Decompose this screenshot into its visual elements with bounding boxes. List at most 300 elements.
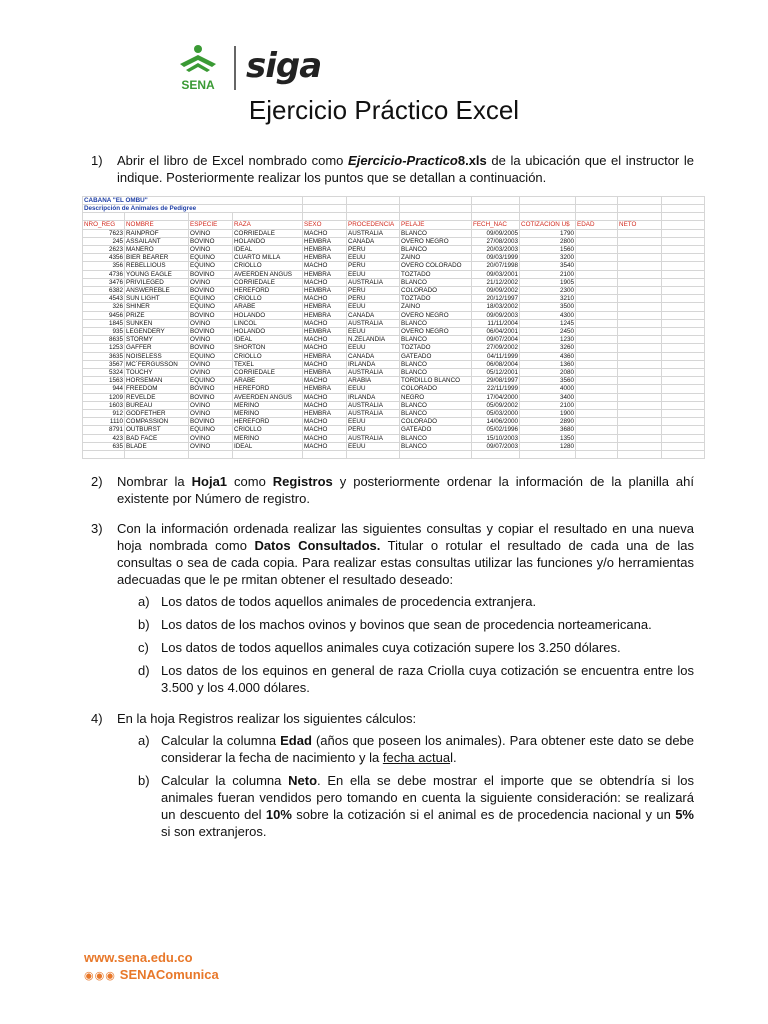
sheet-cell: 1905: [520, 278, 576, 286]
sheet-cell: [303, 205, 347, 213]
sheet-cell: MACHO: [303, 377, 347, 385]
sheet-cell: [618, 319, 662, 327]
sheet-cell: 1280: [520, 442, 576, 450]
sheet-cell: [576, 229, 618, 237]
sheet-cell: [576, 303, 618, 311]
item-3-text: Con la información ordenada realizar las siguientes consultas y copiar el resultado en una nueva hoja nombrada como Datos Consultados. Titular o rotular el resultado de cada una de las consultas o sea de cada copia. Para realizar estas consultas utilizar las funciones y/o herramientas adecuadas que le pe rmitan obtener el resultado deseado:: [117, 521, 694, 587]
sheet-cell: MACHO: [303, 442, 347, 450]
sheet-cell: 15/10/2003: [472, 434, 520, 442]
sheet-cell: [662, 262, 705, 270]
sheet-cell: MACHO: [303, 418, 347, 426]
sheet-cell: [576, 393, 618, 401]
sheet-row: [83, 197, 705, 205]
sheet-cell: CORRIEDALE: [233, 278, 303, 286]
sheet-cell: MACHO: [303, 434, 347, 442]
sheet-cell: NRO_REG: [83, 221, 125, 229]
sheet-cell: TOZTADO: [400, 270, 472, 278]
sheet-row: [83, 418, 705, 426]
item-4b-letter: b): [138, 773, 150, 788]
sheet-cell: 20/03/2003: [472, 246, 520, 254]
sheet-cell: PERU: [347, 246, 400, 254]
sheet-cell: [576, 197, 618, 205]
sheet-cell: 09/09/2003: [472, 311, 520, 319]
sheet-cell: NEGRO: [400, 393, 472, 401]
sheet-cell: OVINO: [189, 442, 233, 450]
sheet-cell: 05/09/2002: [472, 401, 520, 409]
sheet-row: [83, 377, 705, 385]
sheet-cell: MACHO: [303, 401, 347, 409]
sheet-cell: 14/06/2000: [472, 418, 520, 426]
footer-social[interactable]: [84, 967, 219, 982]
sheet-cell: [662, 344, 705, 352]
sheet-cell: [576, 369, 618, 377]
sheet-cell: [576, 344, 618, 352]
sheet-cell: 1603: [83, 401, 125, 409]
sheet-cell: 9456: [83, 311, 125, 319]
sheet-cell: AUSTRALIA: [347, 229, 400, 237]
sheet-cell: BLANCO: [400, 229, 472, 237]
sheet-cell: [618, 401, 662, 409]
sheet-cell: TORDILLO BLANCO: [400, 377, 472, 385]
sheet-cell: HEMBRA: [303, 270, 347, 278]
sheet-cell: BOVINO: [189, 418, 233, 426]
sheet-cell: OVINO: [189, 360, 233, 368]
sheet-cell: EEUU: [347, 328, 400, 336]
sheet-cell: 09/03/2001: [472, 270, 520, 278]
sheet-cell: ARABIA: [347, 377, 400, 385]
sheet-cell: 4360: [520, 352, 576, 360]
sheet-cell: HOLANDO: [233, 328, 303, 336]
sheet-cell: EEUU: [347, 303, 400, 311]
sheet-row: [83, 434, 705, 442]
sheet-row: [83, 344, 705, 352]
sheet-cell: [662, 254, 705, 262]
sheet-cell: [576, 442, 618, 450]
sheet-cell: AUSTRALIA: [347, 410, 400, 418]
sheet-cell: [189, 213, 233, 221]
item-1-number: 1): [91, 153, 103, 168]
sheet-cell: 18/03/2002: [472, 303, 520, 311]
sheet-cell: [576, 254, 618, 262]
sheet-cell: PRIZE: [125, 311, 189, 319]
sheet-cell: 8791: [83, 426, 125, 434]
sheet-cell: PERU: [347, 287, 400, 295]
sheet-cell: 17/04/2000: [472, 393, 520, 401]
sheet-cell: 912: [83, 410, 125, 418]
sheet-cell: HOLANDO: [233, 237, 303, 245]
sheet-cell: TOUCHY: [125, 369, 189, 377]
sheet-cell: IRLANDA: [347, 360, 400, 368]
sheet-cell: [662, 377, 705, 385]
sheet-cell: AUSTRALIA: [347, 434, 400, 442]
sheet-cell: [662, 352, 705, 360]
sheet-cell: 4736: [83, 270, 125, 278]
sheet-row: [83, 393, 705, 401]
footer-url[interactable]: www.sena.edu.co: [84, 950, 193, 965]
sheet-cell: MERINO: [233, 434, 303, 442]
sheet-cell: 4356: [83, 254, 125, 262]
sena-logo: [172, 44, 224, 92]
sheet-cell: 05/03/2000: [472, 410, 520, 418]
sheet-cell: [347, 205, 400, 213]
sheet-cell: LEGENDERY: [125, 328, 189, 336]
sheet-cell: [618, 237, 662, 245]
sheet-cell: [618, 434, 662, 442]
sheet-cell: HEMBRA: [303, 287, 347, 295]
sheet-row: [83, 451, 705, 459]
sheet-row: [83, 352, 705, 360]
sheet-cell: [662, 229, 705, 237]
sheet-cell: [662, 385, 705, 393]
sheet-cell: 05/12/2001: [472, 369, 520, 377]
sheet-cell: NOMBRE: [125, 221, 189, 229]
sheet-cell: BLANCO: [400, 246, 472, 254]
sheet-cell: 635: [83, 442, 125, 450]
sheet-cell: 3400: [520, 393, 576, 401]
sheet-cell: OVINO: [189, 336, 233, 344]
sheet-cell: [662, 434, 705, 442]
sheet-cell: [83, 451, 125, 459]
sheet-cell: [347, 197, 400, 205]
sheet-cell: [662, 213, 705, 221]
sheet-cell: [662, 336, 705, 344]
sheet-cell: [125, 451, 189, 459]
sheet-cell: 1360: [520, 360, 576, 368]
sheet-row: [83, 303, 705, 311]
sheet-cell: 3476: [83, 278, 125, 286]
sheet-cell: 2100: [520, 401, 576, 409]
sheet-cell: 3210: [520, 295, 576, 303]
sheet-row: [83, 426, 705, 434]
sheet-cell: EQUINO: [189, 303, 233, 311]
sheet-cell: 1253: [83, 344, 125, 352]
sheet-row: [83, 360, 705, 368]
sheet-cell: [618, 369, 662, 377]
sheet-cell: 7623: [83, 229, 125, 237]
sheet-cell: IRLANDA: [347, 393, 400, 401]
item-1-text: Abrir el libro de Excel nombrado como Ejercicio-Practico8.xls de la ubicación que el instructor le indique. Posteriormente realizar los puntos que se detallan a continuación.: [117, 153, 694, 185]
sheet-cell: LINCOL: [233, 319, 303, 327]
sheet-cell: MACHO: [303, 426, 347, 434]
sheet-cell: CUARTO MILLA: [233, 254, 303, 262]
sheet-cell: SHORTON: [233, 344, 303, 352]
sheet-cell: EDAD: [576, 221, 618, 229]
sheet-cell: [576, 401, 618, 409]
sheet-cell: [576, 205, 618, 213]
sheet-cell: 1845: [83, 319, 125, 327]
sheet-cell: 245: [83, 237, 125, 245]
sheet-cell: 3567: [83, 360, 125, 368]
sheet-cell: 21/12/2002: [472, 278, 520, 286]
sheet-cell: OVINO: [189, 369, 233, 377]
sheet-cell: [618, 229, 662, 237]
sheet-row: [83, 311, 705, 319]
sheet-cell: [662, 451, 705, 459]
sheet-cell: 27/08/2003: [472, 237, 520, 245]
sheet-cell: SUNKEN: [125, 319, 189, 327]
sheet-cell: 22/11/1999: [472, 385, 520, 393]
sheet-cell: [576, 287, 618, 295]
sheet-cell: 27/09/2002: [472, 344, 520, 352]
item-2-number: 2): [91, 474, 103, 489]
sheet-cell: IDEAL: [233, 246, 303, 254]
sheet-cell: [662, 328, 705, 336]
sheet-cell: BLANCO: [400, 410, 472, 418]
sheet-cell: [618, 385, 662, 393]
sheet-cell: STORMY: [125, 336, 189, 344]
sheet-row: [83, 237, 705, 245]
item-4-intro: En la hoja Registros realizar los siguientes cálculos:: [117, 711, 417, 726]
sheet-cell: HEMBRA: [303, 410, 347, 418]
sheet-cell: BOVINO: [189, 385, 233, 393]
sheet-cell: CRIOLLO: [233, 262, 303, 270]
item-2-text: Nombrar la Hoja1 como Registros y posteriormente ordenar la información de la planilla ahí existente por Número de registro.: [117, 474, 694, 506]
sheet-cell: SUN LIGHT: [125, 295, 189, 303]
sheet-cell: REVELDE: [125, 393, 189, 401]
sheet-cell: EQUINO: [189, 254, 233, 262]
sheet-cell: [662, 426, 705, 434]
sheet-cell: [576, 328, 618, 336]
sheet-row: [83, 328, 705, 336]
sheet-cell: OUTBURST: [125, 426, 189, 434]
sheet-cell: [576, 377, 618, 385]
sheet-cell: [662, 246, 705, 254]
sheet-cell: 5324: [83, 369, 125, 377]
sheet-cell: [618, 344, 662, 352]
sheet-cell: CANADA: [347, 237, 400, 245]
sheet-cell: [662, 319, 705, 327]
sheet-cell: [662, 270, 705, 278]
sheet-cell: AUSTRALIA: [347, 319, 400, 327]
item-4a-text: Calcular la columna Edad (años que poseen los animales). Para obtener este dato se debe considerar la fecha de nacimiento y la fecha actual.: [161, 733, 695, 765]
sheet-cell: 4300: [520, 311, 576, 319]
sheet-cell: Descripción de Animales de Pedigree: [83, 205, 303, 213]
sheet-cell: BLANCO: [400, 336, 472, 344]
sheet-cell: [618, 360, 662, 368]
sheet-cell: [618, 410, 662, 418]
sheet-cell: [189, 451, 233, 459]
sheet-cell: 1560: [520, 246, 576, 254]
sheet-cell: [233, 213, 303, 221]
sheet-cell: HEMBRA: [303, 254, 347, 262]
sheet-cell: [472, 213, 520, 221]
sheet-cell: 05/02/1996: [472, 426, 520, 434]
sheet-cell: HEMBRA: [303, 303, 347, 311]
page-title: Ejercicio Práctico Excel: [248, 95, 520, 125]
sheet-cell: BLANCO: [400, 401, 472, 409]
social-media-icons: ◉◉◉: [84, 970, 116, 982]
sheet-cell: [662, 393, 705, 401]
sheet-cell: 1350: [520, 434, 576, 442]
sheet-cell: TOZTADO: [400, 344, 472, 352]
sheet-cell: [347, 451, 400, 459]
sheet-cell: 3560: [520, 377, 576, 385]
item-3b-letter: b): [138, 617, 150, 632]
siga-logo: siga: [246, 46, 322, 86]
sheet-cell: CORRIEDALE: [233, 369, 303, 377]
sheet-cell: 3540: [520, 262, 576, 270]
sheet-cell: [618, 451, 662, 459]
spreadsheet-table: [82, 196, 705, 459]
sheet-row: [83, 229, 705, 237]
sheet-cell: EQUINO: [189, 295, 233, 303]
sheet-cell: MACHO: [303, 336, 347, 344]
sheet-cell: EEUU: [347, 254, 400, 262]
sheet-cell: [618, 377, 662, 385]
sheet-cell: COTIZACION U$: [520, 221, 576, 229]
sheet-cell: EEUU: [347, 418, 400, 426]
sheet-cell: CORRIEDALE: [233, 229, 303, 237]
sheet-cell: AVEERDEN ANGUS: [233, 270, 303, 278]
sheet-cell: [576, 262, 618, 270]
sheet-cell: 1230: [520, 336, 576, 344]
sheet-cell: [662, 237, 705, 245]
sheet-cell: [662, 278, 705, 286]
sheet-cell: 944: [83, 385, 125, 393]
item-3-number: 3): [91, 521, 103, 536]
sheet-cell: 4000: [520, 385, 576, 393]
sheet-cell: HEREFORD: [233, 287, 303, 295]
sheet-cell: EQUINO: [189, 352, 233, 360]
sheet-cell: [576, 360, 618, 368]
sheet-cell: 1563: [83, 377, 125, 385]
sheet-row: [83, 246, 705, 254]
sheet-cell: [472, 205, 520, 213]
sheet-cell: [400, 205, 472, 213]
sheet-cell: [618, 303, 662, 311]
sheet-cell: HEMBRA: [303, 385, 347, 393]
sheet-cell: OVERO NEGRO: [400, 237, 472, 245]
sheet-cell: BOVINO: [189, 328, 233, 336]
sheet-cell: [662, 287, 705, 295]
sheet-cell: [662, 369, 705, 377]
sheet-cell: 2080: [520, 369, 576, 377]
sheet-cell: HEMBRA: [303, 352, 347, 360]
sheet-cell: CRIOLLO: [233, 295, 303, 303]
sheet-cell: 1900: [520, 410, 576, 418]
sheet-cell: SEXO: [303, 221, 347, 229]
sheet-cell: BLANCO: [400, 442, 472, 450]
sheet-cell: BLADE: [125, 442, 189, 450]
sheet-cell: GATEADO: [400, 352, 472, 360]
sheet-cell: [618, 393, 662, 401]
sheet-row: [83, 278, 705, 286]
sheet-cell: 935: [83, 328, 125, 336]
sheet-cell: HORSEMAN: [125, 377, 189, 385]
sheet-row: [83, 270, 705, 278]
sheet-cell: MACHO: [303, 295, 347, 303]
sheet-cell: EEUU: [347, 385, 400, 393]
sheet-cell: [83, 213, 125, 221]
sheet-cell: [662, 401, 705, 409]
sheet-cell: OVINO: [189, 278, 233, 286]
sheet-cell: 3635: [83, 352, 125, 360]
sheet-cell: [520, 451, 576, 459]
sheet-cell: COMPASSION: [125, 418, 189, 426]
sheet-cell: 423: [83, 434, 125, 442]
sheet-cell: FECH_NAC: [472, 221, 520, 229]
sheet-cell: BLANCO: [400, 278, 472, 286]
sheet-cell: OVERO NEGRO: [400, 328, 472, 336]
sheet-cell: [576, 434, 618, 442]
item-3d-letter: d): [138, 663, 150, 678]
sheet-cell: PELAJE: [400, 221, 472, 229]
sheet-cell: MANERO: [125, 246, 189, 254]
sheet-cell: HEMBRA: [303, 328, 347, 336]
sheet-row: [83, 442, 705, 450]
sheet-cell: EQUINO: [189, 262, 233, 270]
sheet-cell: [618, 287, 662, 295]
sheet-cell: [400, 213, 472, 221]
sheet-cell: [576, 270, 618, 278]
sheet-row: [83, 254, 705, 262]
sheet-cell: OVINO: [189, 229, 233, 237]
sheet-row: [83, 262, 705, 270]
sheet-cell: ESPECIE: [189, 221, 233, 229]
sheet-cell: [662, 360, 705, 368]
sheet-cell: ANSWEREBLE: [125, 287, 189, 295]
sheet-cell: HEREFORD: [233, 385, 303, 393]
sheet-cell: OVINO: [189, 434, 233, 442]
sheet-cell: NETO: [618, 221, 662, 229]
sheet-cell: MERINO: [233, 401, 303, 409]
spreadsheet-image: [82, 196, 704, 468]
sheet-cell: COLORADO: [400, 287, 472, 295]
sheet-cell: OVERO NEGRO: [400, 311, 472, 319]
sheet-cell: [576, 278, 618, 286]
sheet-cell: 04/11/1999: [472, 352, 520, 360]
sheet-cell: [576, 426, 618, 434]
sheet-cell: OVINO: [189, 401, 233, 409]
sheet-cell: IDEAL: [233, 442, 303, 450]
sheet-cell: 1790: [520, 229, 576, 237]
sheet-row: [83, 410, 705, 418]
sheet-cell: BOVINO: [189, 287, 233, 295]
sheet-cell: AUSTRALIA: [347, 401, 400, 409]
sheet-cell: GATEADO: [400, 426, 472, 434]
sheet-cell: 29/08/1997: [472, 377, 520, 385]
sheet-cell: MACHO: [303, 278, 347, 286]
item-3c-letter: c): [138, 640, 149, 655]
sheet-cell: EEUU: [347, 270, 400, 278]
sheet-cell: OVINO: [189, 319, 233, 327]
sheet-cell: COLORADO: [400, 385, 472, 393]
sheet-cell: [472, 451, 520, 459]
item-4a-letter: a): [138, 733, 150, 748]
sena-logo-text: SENA: [181, 78, 215, 92]
sheet-cell: [662, 442, 705, 450]
sheet-cell: [662, 410, 705, 418]
sheet-cell: CANADA: [347, 352, 400, 360]
page-header: [0, 0, 768, 125]
sheet-cell: ARABE: [233, 303, 303, 311]
sheet-cell: [618, 295, 662, 303]
sheet-cell: [618, 262, 662, 270]
item-4b-text: Calcular la columna Neto. En ella se debe mostrar el importe que se obtendría si los animales fueran vendidos pero tomando en cuenta la siguiente consideración: se realizará un descuento del 10% sobre la cotización si el animal es de procedencia nacional y un 5% si son extranjeros.: [161, 773, 695, 839]
sheet-cell: [618, 270, 662, 278]
sheet-cell: MACHO: [303, 319, 347, 327]
sheet-cell: HEMBRA: [303, 237, 347, 245]
sheet-cell: GODFETHER: [125, 410, 189, 418]
sheet-cell: SHINER: [125, 303, 189, 311]
sheet-cell: BOVINO: [189, 237, 233, 245]
sheet-cell: 06/08/2004: [472, 360, 520, 368]
sheet-cell: 20/07/1998: [472, 262, 520, 270]
sheet-cell: EQUINO: [189, 426, 233, 434]
sheet-cell: NOISELESS: [125, 352, 189, 360]
sheet-cell: 2800: [520, 237, 576, 245]
sheet-cell: [576, 213, 618, 221]
